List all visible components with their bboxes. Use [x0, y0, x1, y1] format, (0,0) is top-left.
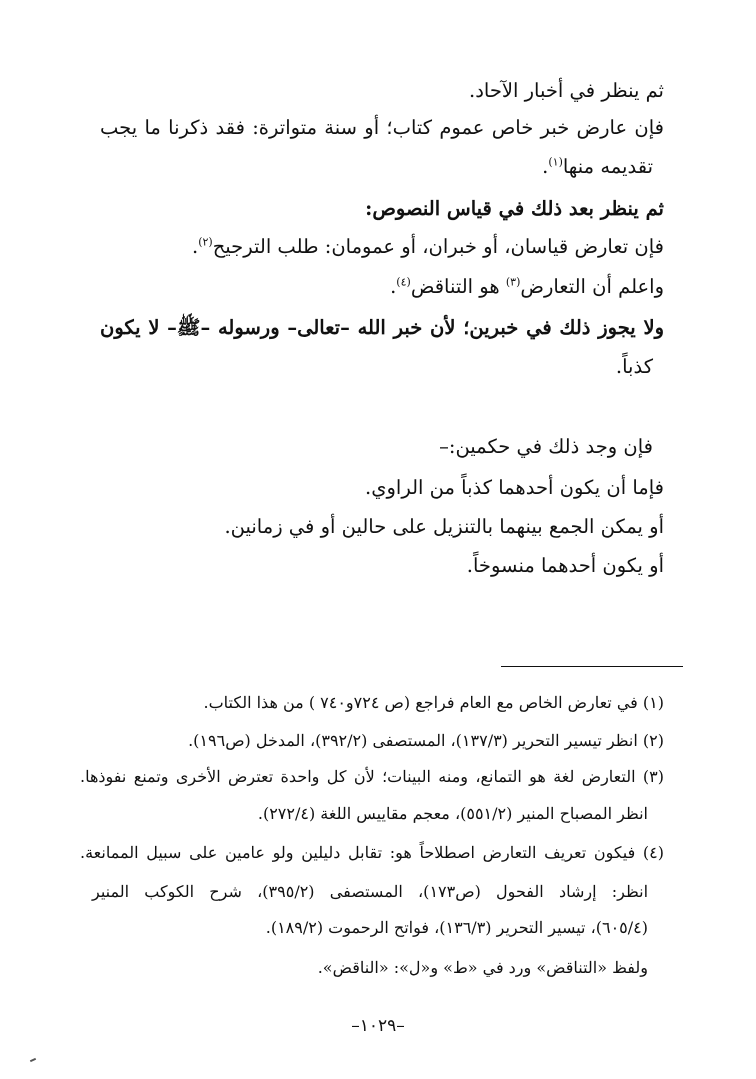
footnote-4-line4: ولفظ «التناقض» ورد في «ط» و«ل»: «الناقض».: [317, 958, 648, 977]
footnote-1: (١) في تعارض الخاص مع العام فراجع (ص ٧٢٤و٧٤٠ ) من هذا الكتاب.: [203, 693, 664, 712]
paragraph-conflict-end: .: [542, 155, 549, 178]
paragraph-conflict-line1: فإن عارض خبر خاص عموم كتاب؛ أو سنة متواترة: فقد ذكرنا ما يجب: [100, 116, 664, 139]
paragraph-ahad: ثم ينظر في أخبار الآحاد.: [469, 79, 664, 102]
paragraph-conflict-text: تقديمه منها: [562, 155, 653, 178]
option-naskh: أو يكون أحدهما منسوخاً.: [466, 554, 664, 577]
paragraph-taarud: [390, 272, 664, 302]
paragraph-taarud-text-b: هو التناقض: [410, 275, 506, 298]
page-number: –١٠٢٩–: [351, 1016, 405, 1036]
footnote-ref-4[interactable]: (٤): [396, 275, 411, 289]
paragraph-khabarayn-line2: كذباً.: [615, 355, 653, 378]
footnote-4-line1: (٤) فيكون تعريف التعارض اصطلاحاً هو: تقابل دليلين ولو عامين على سبيل الممانعة.: [80, 843, 664, 862]
footnote-2: (٢) انظر تيسير التحرير (١٣٧/٣)، المستصفى (٣٩٢/٢)، المدخل (ص١٩٦).: [188, 731, 664, 750]
paragraph-taarud-end: .: [390, 275, 397, 298]
paragraph-conflict-line2: [542, 152, 653, 182]
footnote-ref-2[interactable]: (٢): [198, 235, 213, 249]
footnote-3-line2: انظر المصباح المنير (٥٥١/٢)، معجم مقاييس اللغة (٢٧٢/٤).: [257, 804, 648, 823]
footnote-ref-1[interactable]: (١): [548, 155, 563, 169]
footnote-ref-3[interactable]: (٣): [505, 275, 521, 289]
paragraph-tarjih-text: فإن تعارض قياسان، أو خبران، أو عمومان: طلب الترجيح: [212, 235, 664, 258]
option-kadhib: فإما أن يكون أحدهما كذباً من الراوي.: [365, 476, 664, 499]
footnote-4-line2: انظر: إرشاد الفحول (ص١٧٣)، المستصفى (٣٩٥/٢)، شرح الكوكب المنير: [92, 882, 649, 901]
paragraph-taarud-text-a: واعلم أن التعارض: [520, 275, 664, 298]
paragraph-tarjih-end: .: [191, 235, 199, 258]
paragraph-qiyas: ثم ينظر بعد ذلك في قياس النصوص:: [365, 197, 664, 220]
footnote-separator: [501, 666, 683, 667]
paragraph-hukmayn: فإن وجد ذلك في حكمين:–: [439, 435, 653, 458]
option-jam: أو يمكن الجمع بينهما بالتنزيل على حالين أو في زمانين.: [224, 515, 664, 538]
footnote-4-line3: (٦٠٥/٤)، تيسير التحرير (١٣٦/٣)، فواتح الرحموت (١٨٩/٢).: [265, 918, 648, 937]
paragraph-khabarayn-line1: ولا يجوز ذلك في خبرين؛ لأن خبر الله –تعالى– ورسوله –ﷺ– لا يكون: [100, 316, 664, 339]
scan-mark: [30, 1058, 36, 1062]
footnote-3-line1: (٣) التعارض لغة هو التمانع، ومنه البينات؛ لأن كل واحدة تعترض الأخرى وتمنع نفوذها.: [80, 767, 664, 786]
paragraph-tarjih: [192, 232, 664, 262]
